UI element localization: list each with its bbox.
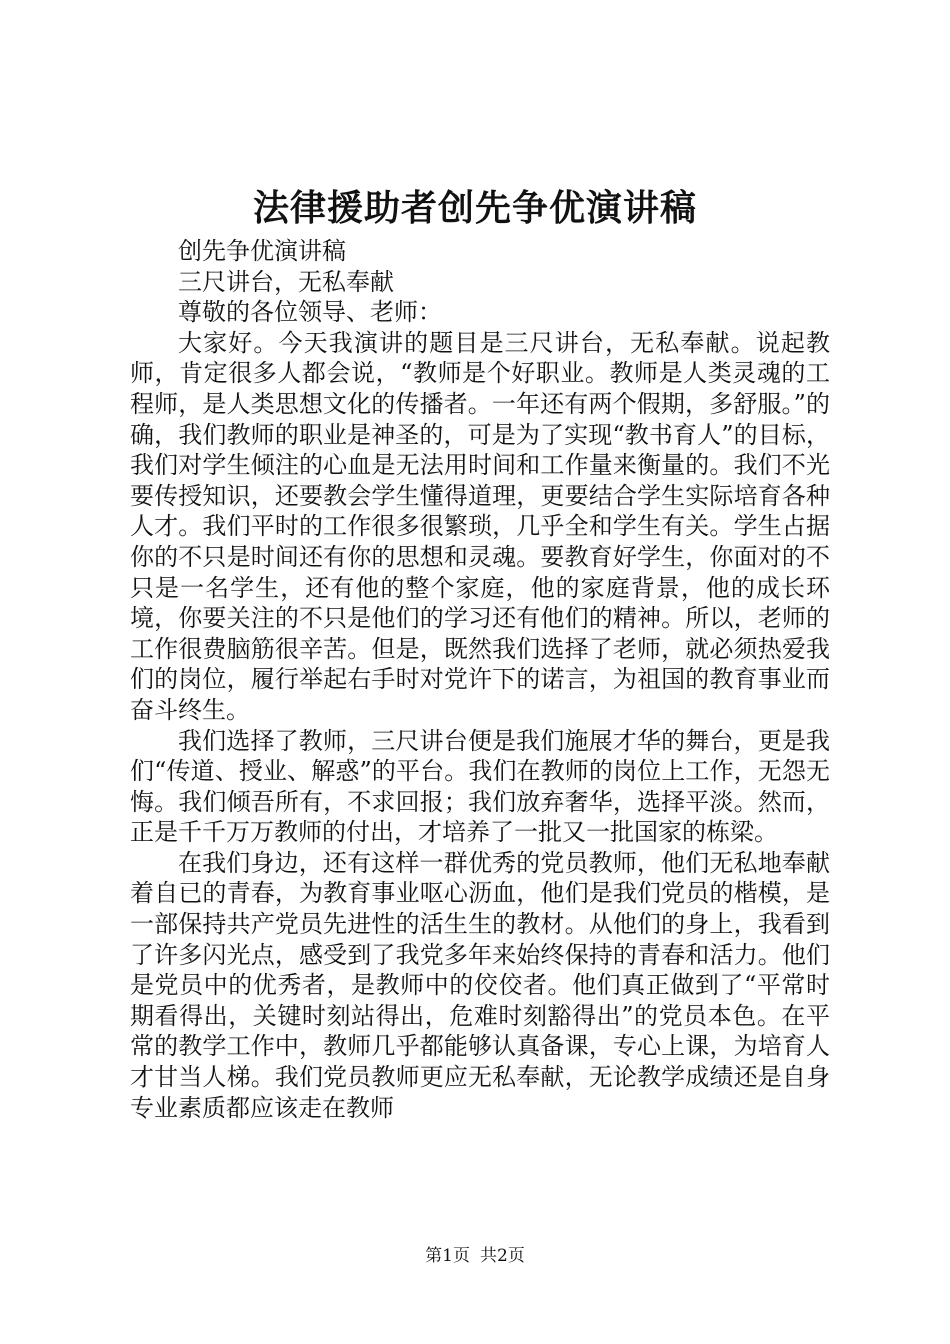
body-paragraph: 大家好。今天我演讲的题目是三尺讲台，无私奉献。说起教师，肯定很多人都会说，“教师是个好职业。教师是人类灵魂的工程师，是人类思想文化的传播者。一年还有两个假期，多舒服。”的确，我们教师的职业是神圣的，可是为了实现“教书育人”的目标，我们对学生倾注的心血是无法用时间和工作量来衡量的。我们不光要传授知识，还要教会学生懂得道理，更要结合学生实际培育各种人才。我们平时的工作很多很繁琐，几乎全和学生有关。学生占据你的不只是时间还有你的思想和灵魂。要教育好学生，你面对的不只是一名学生，还有他的整个家庭，他的家庭背景，他的成长环境，你要关注的不只是他们的学习还有他们的精神。所以，老师的工作很费脑筋很辛苦。但是，既然我们选择了老师，就必须热爱我们的岗位，履行举起右手时对党许下的诺言，为祖国的教育事业而奋斗终生。 bbox=[130, 328, 830, 724]
theme-line: 三尺讲台，无私奉献 bbox=[178, 267, 394, 296]
page-footer bbox=[0, 1244, 950, 1268]
page-title: 法律援助者创先争优演讲稿 bbox=[252, 187, 697, 229]
page-number: 第1页 bbox=[425, 1246, 470, 1266]
salutation-line: 尊敬的各位领导、老师： bbox=[178, 298, 442, 327]
subtitle-line: 创先争优演讲稿 bbox=[178, 237, 346, 265]
body-paragraph: 我们选择了教师，三尺讲台便是我们施展才华的舞台，更是我们“传道、授业、解惑”的平台。我们在教师的岗位上工作，无怨无悔。我们倾吾所有，不求回报；我们放弃奢华，选择平淡。然而，正是千千万万教师的付出，才培养了一批又一批国家的栋梁。 bbox=[130, 726, 830, 847]
document-body bbox=[130, 236, 830, 1123]
body-paragraph: 在我们身边，还有这样一群优秀的党员教师，他们无私地奉献着自已的青春，为教育事业呕心沥血，他们是我们党员的楷模，是一部保持共产党员先进性的活生生的教材。从他们的身上，我看到了许多闪光点，感受到了我党多年来始终保持的青春和活力。他们是党员中的优秀者，是教师中的佼佼者。他们真正做到了“平常时期看得出，关键时刻站得出，危难时刻豁得出”的党员本色。在平常的教学工作中，教师几乎都能够认真备课，专心上课，为培育人才甘当人梯。我们党员教师更应无私奉献，无论教学成绩还是自身专业素质都应该走在教师 bbox=[130, 848, 830, 1122]
page-total: 共2页 bbox=[480, 1246, 525, 1266]
